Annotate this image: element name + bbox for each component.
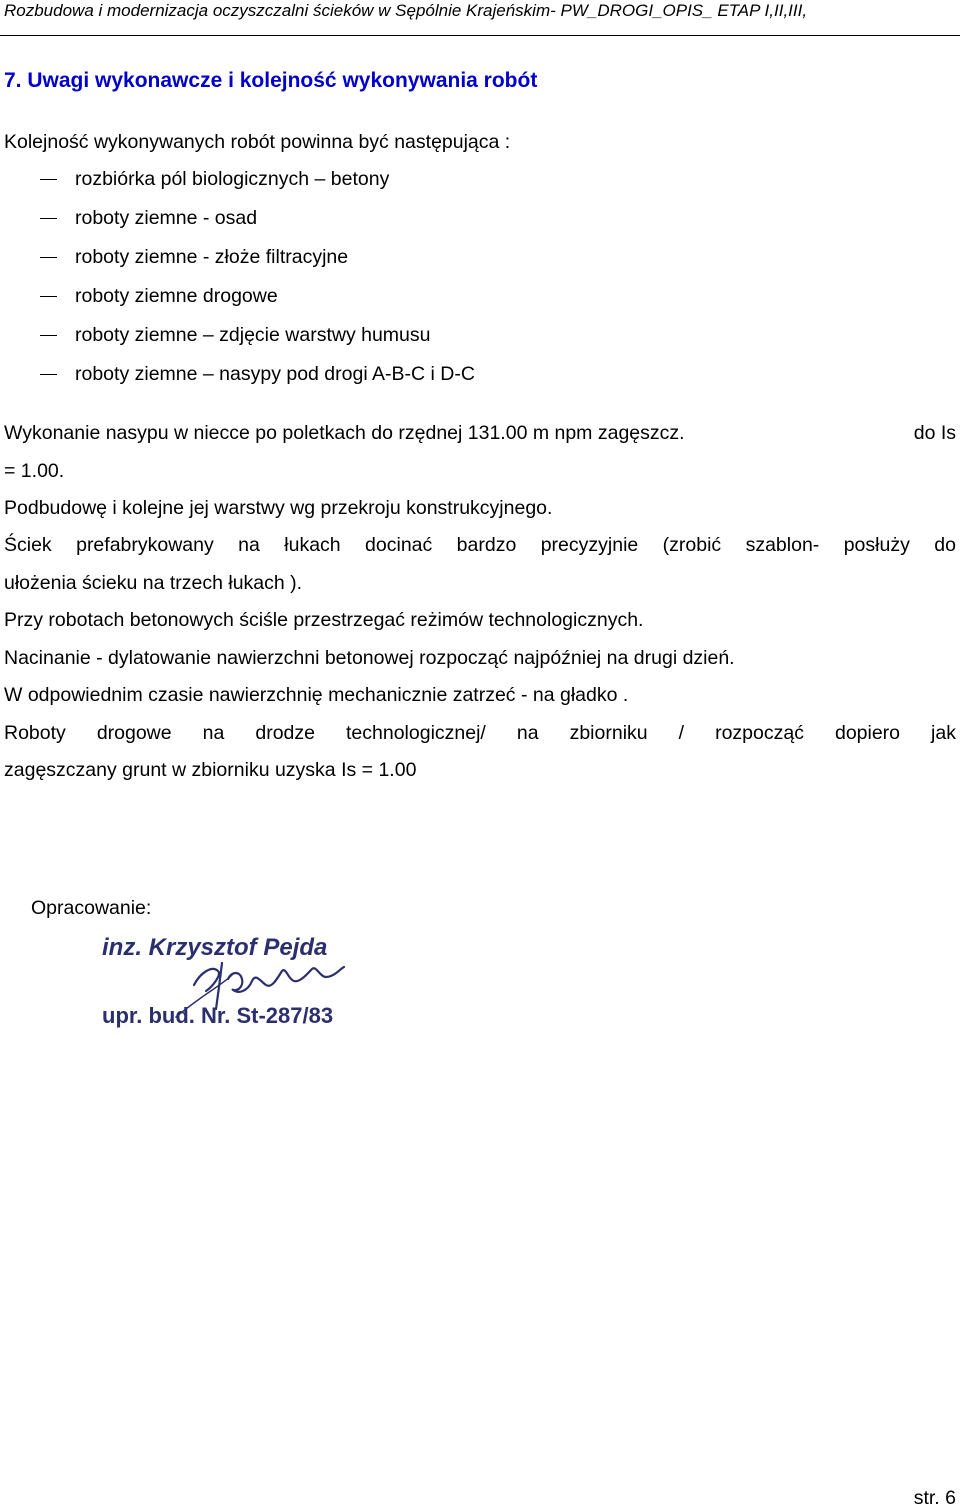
paragraph-gutter-word: docinać	[365, 534, 433, 556]
paragraph-gutter-continued: ułożenia ścieku na trzech łukach ).	[4, 572, 303, 594]
paragraph-road-works-word: Roboty	[4, 722, 66, 744]
paragraph-gutter-word: na	[238, 534, 260, 556]
paragraph-gutter-word: (zrobić	[662, 534, 722, 556]
dash-bullet-icon	[40, 374, 57, 375]
document-header: Rozbudowa i modernizacja oczyszczalni ścieków w Sępólnie Krajeńskim- PW_DROGI_OPIS_ ETAP I,II,III,	[4, 1, 808, 20]
paragraph-expansion-joints: Nacinanie - dylatowanie nawierzchni betonowej rozpocząć najpóźniej na drugi dzień.	[4, 647, 735, 669]
paragraph-road-works-word: na	[202, 722, 225, 744]
paragraph-road-works-word: drogowe	[96, 722, 172, 744]
list-item-text: roboty ziemne - osad	[75, 207, 258, 229]
list-item-text: roboty ziemne drogowe	[75, 285, 278, 307]
paragraph-gutter-word: szablon-	[745, 534, 820, 556]
stamp-license: upr. bud. Nr. St-287/83	[102, 1003, 334, 1028]
paragraph-road-works-word: dopiero	[834, 722, 901, 744]
page-number: str. 6	[913, 1487, 956, 1509]
paragraph-road-works-word: technologicznej/	[346, 722, 486, 744]
paragraph-road-works-continued: zagęszczany grunt w zbiorniku uzyska Is = 1.00	[4, 759, 417, 781]
paragraph-embankment-tail: do Is	[913, 422, 956, 444]
paragraph-road-works-word: drodze	[255, 722, 315, 744]
paragraph-embankment-text: Wykonanie nasypu w niecce po poletkach do rzędnej 131.00 m npm zagęszcz.	[4, 422, 685, 444]
paragraph-road-works	[4, 721, 956, 745]
paragraph-road-works-word: zbiorniku	[569, 722, 648, 744]
dash-bullet-icon	[40, 179, 57, 180]
list-item-text: roboty ziemne - złoże filtracyjne	[75, 246, 349, 268]
section-heading: 7. Uwagi wykonawcze i kolejność wykonywania robót	[4, 69, 538, 92]
paragraph-embankment-continued: = 1.00.	[4, 460, 65, 482]
paragraph-gutter-word: bardzo	[456, 534, 517, 556]
paragraph-gutter	[4, 533, 956, 557]
paragraph-gutter-word: prefabrykowany	[76, 534, 214, 556]
paragraph-surface-finish: W odpowiednim czasie nawierzchnię mechanicznie zatrzeć - na gładko .	[4, 684, 629, 706]
paragraph-gutter-word: do	[934, 534, 956, 556]
paragraph-gutter-word: Ściek	[4, 534, 52, 556]
list-item-text: roboty ziemne – zdjęcie warstwy humusu	[75, 324, 431, 346]
dash-bullet-icon	[40, 218, 57, 219]
list-item-text: rozbiórka pól biologicznych – betony	[75, 168, 390, 190]
paragraph-subbase: Podbudowę i kolejne jej warstwy wg przekroju konstrukcyjnego.	[4, 497, 553, 519]
paragraph-concrete-works: Przy robotach betonowych ściśle przestrzegać reżimów technologicznych.	[4, 609, 644, 631]
intro-text: Kolejność wykonywanych robót powinna być następująca :	[4, 131, 511, 153]
dash-bullet-icon	[40, 257, 57, 258]
paragraph-gutter-word: posłuży	[843, 534, 910, 556]
header-divider	[0, 35, 960, 36]
signature-stamp	[72, 925, 407, 1035]
stamp-name: inz. Krzysztof Pejda	[102, 934, 328, 961]
paragraph-road-works-word: jak	[931, 722, 956, 744]
dash-bullet-icon	[40, 335, 57, 336]
paragraph-gutter-word: łukach	[284, 534, 341, 556]
paragraph-road-works-word: rozpocząć	[715, 722, 804, 744]
paragraph-road-works-word: /	[678, 722, 685, 744]
dash-bullet-icon	[40, 296, 57, 297]
paragraph-road-works-word: na	[516, 722, 539, 744]
list-item-text: roboty ziemne – nasypy pod drogi A-B-C i D-C	[75, 363, 475, 385]
paragraph-gutter-word: precyzyjnie	[540, 534, 639, 556]
prepared-by-label: Opracowanie:	[31, 897, 152, 919]
paragraph-embankment	[4, 421, 956, 445]
